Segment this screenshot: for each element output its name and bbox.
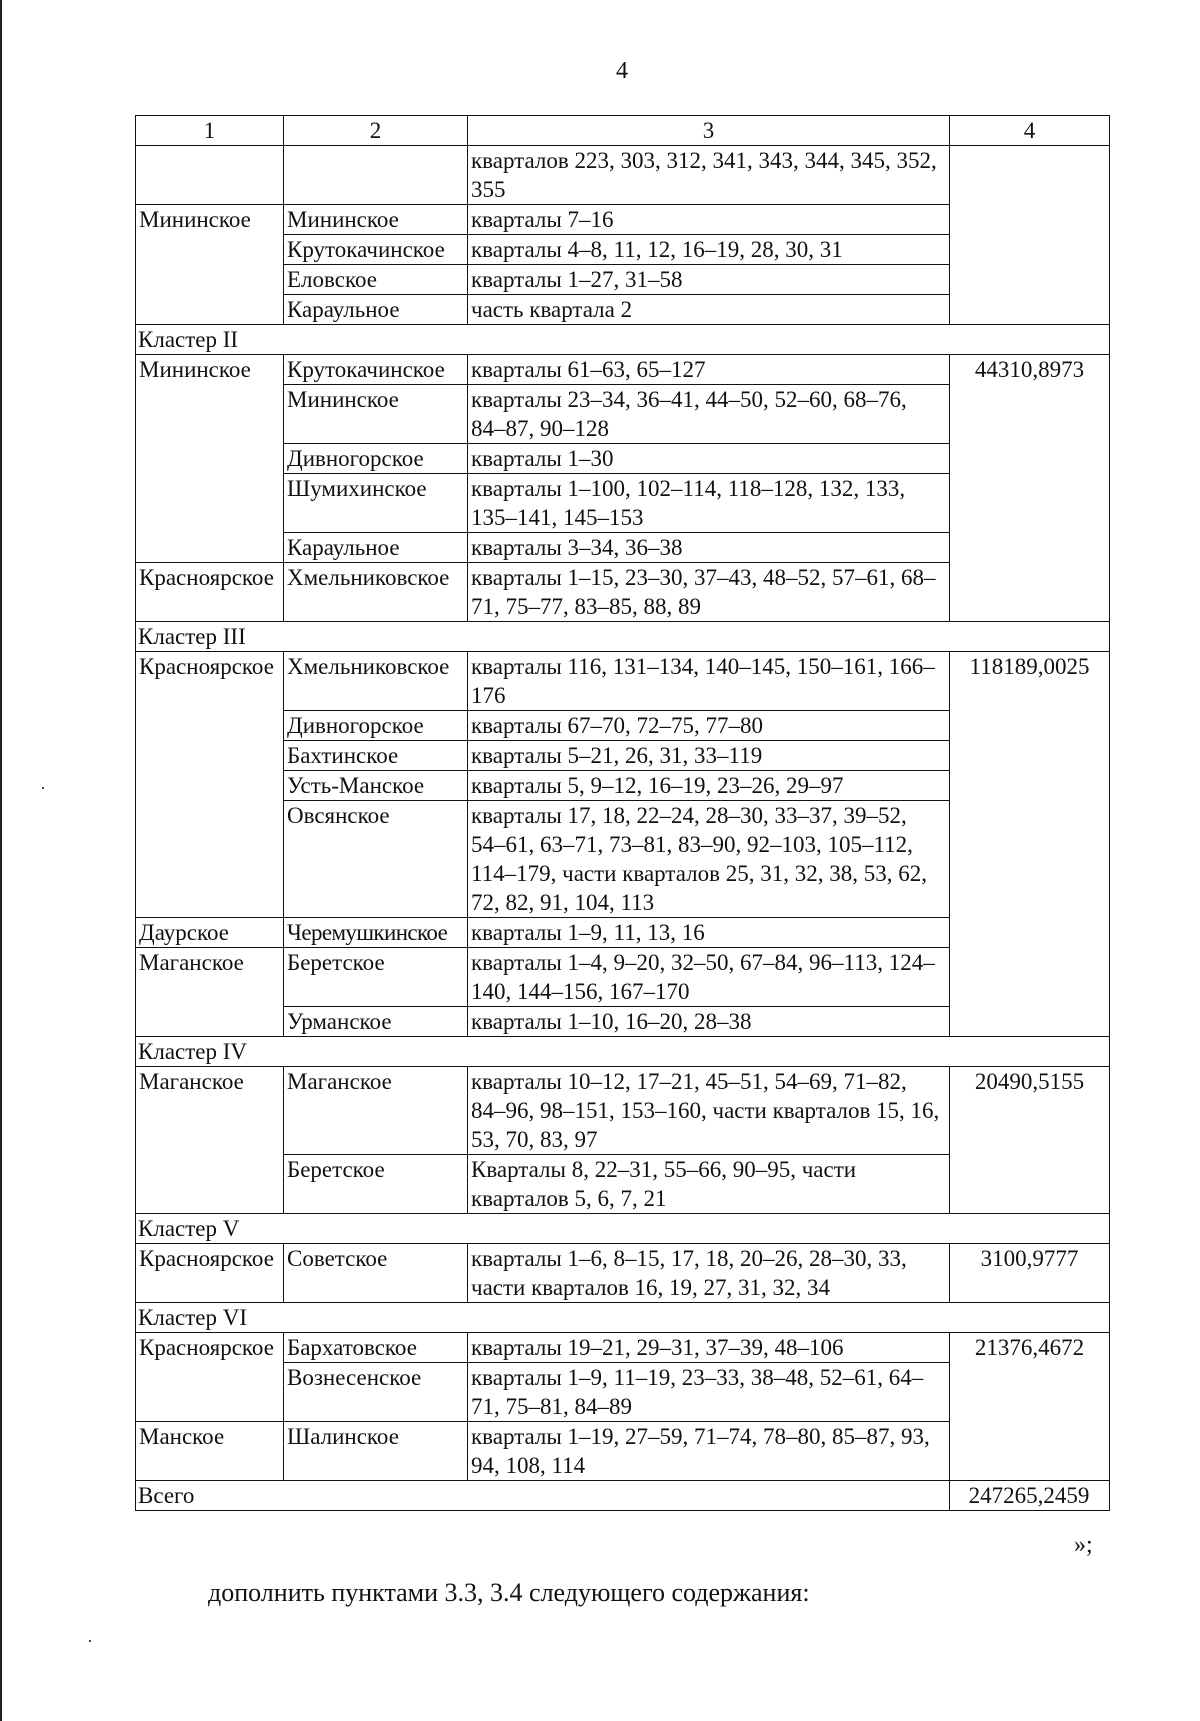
district-forestry-cell: Дивногорское xyxy=(284,444,468,474)
quarters-cell: кварталы 19–21, 29–31, 37–39, 48–106 xyxy=(468,1333,950,1363)
quarters-cell: кварталы 116, 131–134, 140–145, 150–161, 166–176 xyxy=(468,652,950,711)
table-row xyxy=(136,146,1110,205)
quarters-cell: кварталы 1–9, 11, 13, 16 xyxy=(468,918,950,948)
cluster-label: Кластер III xyxy=(136,622,1110,652)
quarters-cell: кварталов 223, 303, 312, 341, 343, 344, 345, 352, 355 xyxy=(468,146,950,205)
total-label: Всего xyxy=(136,1481,950,1511)
quarters-cell: Кварталы 8, 22–31, 55–66, 90–95, части кварталов 5, 6, 7, 21 xyxy=(468,1155,950,1214)
quarters-cell: кварталы 1–4, 9–20, 32–50, 67–84, 96–113, 124–140, 144–156, 167–170 xyxy=(468,948,950,1007)
district-forestry-cell: Усть-Манское xyxy=(284,771,468,801)
quarters-cell: кварталы 3–34, 36–38 xyxy=(468,533,950,563)
forestry-cell: Мининское xyxy=(136,205,284,325)
district-forestry-cell: Крутокачинское xyxy=(284,235,468,265)
cluster-header-row xyxy=(136,325,1110,355)
total-row xyxy=(136,1481,1110,1511)
district-forestry-cell: Бархатовское xyxy=(284,1333,468,1363)
quarters-cell: кварталы 61–63, 65–127 xyxy=(468,355,950,385)
table-row xyxy=(136,1333,1110,1363)
area-cell: 21376,4672 xyxy=(950,1333,1110,1481)
forestry-cell: Красноярское xyxy=(136,563,284,622)
quarters-cell: кварталы 4–8, 11, 12, 16–19, 28, 30, 31 xyxy=(468,235,950,265)
district-forestry-cell: Еловское xyxy=(284,265,468,295)
district-forestry-cell: Хмельниковское xyxy=(284,652,468,711)
forestry-cell: Даурское xyxy=(136,918,284,948)
closing-quote-mark: »; xyxy=(1074,1532,1093,1558)
quarters-cell: кварталы 7–16 xyxy=(468,205,950,235)
district-forestry-cell: Беретское xyxy=(284,1155,468,1214)
quarters-cell: кварталы 1–30 xyxy=(468,444,950,474)
forestry-cell: Маганское xyxy=(136,1067,284,1214)
table-row xyxy=(136,1067,1110,1155)
cluster-header-row xyxy=(136,1037,1110,1067)
district-forestry-cell: Мининское xyxy=(284,385,468,444)
column-header: 4 xyxy=(950,116,1110,146)
quarters-cell: кварталы 1–9, 11–19, 23–33, 38–48, 52–61, 64–71, 75–81, 84–89 xyxy=(468,1363,950,1422)
district-forestry-cell: Крутокачинское xyxy=(284,355,468,385)
quarters-cell: кварталы 17, 18, 22–24, 28–30, 33–37, 39–52, 54–61, 63–71, 73–81, 83–90, 92–103, 105–112, 114–179, части кварталов 25, 31, 32, 38, 53, 62, 72, 82, 91, 104, 113 xyxy=(468,801,950,918)
area-cell: 118189,0025 xyxy=(950,652,1110,1037)
cluster-label: Кластер V xyxy=(136,1214,1110,1244)
district-forestry-cell: Хмельниковское xyxy=(284,563,468,622)
district-forestry-cell: Советское xyxy=(284,1244,468,1303)
district-forestry-cell: Овсянское xyxy=(284,801,468,918)
district-forestry-cell: Шалинское xyxy=(284,1422,468,1481)
quarters-cell: кварталы 5, 9–12, 16–19, 23–26, 29–97 xyxy=(468,771,950,801)
quarters-cell: кварталы 1–19, 27–59, 71–74, 78–80, 85–87, 93, 94, 108, 114 xyxy=(468,1422,950,1481)
district-forestry-cell: Мининское xyxy=(284,205,468,235)
column-header: 3 xyxy=(468,116,950,146)
amendment-text: дополнить пунктами 3.3, 3.4 следующего содержания: xyxy=(208,1578,810,1607)
district-forestry-cell: Урманское xyxy=(284,1007,468,1037)
quarters-cell: кварталы 5–21, 26, 31, 33–119 xyxy=(468,741,950,771)
cluster-header-row xyxy=(136,1214,1110,1244)
district-forestry-cell: Шумихинское xyxy=(284,474,468,533)
district-forestry-cell: Маганское xyxy=(284,1067,468,1155)
quarters-cell: кварталы 67–70, 72–75, 77–80 xyxy=(468,711,950,741)
forest-quarters-table xyxy=(135,115,1110,1511)
scan-speck xyxy=(42,787,44,789)
area-cell: 20490,5155 xyxy=(950,1067,1110,1214)
quarters-cell: кварталы 1–27, 31–58 xyxy=(468,265,950,295)
forestry-cell: Мининское xyxy=(136,355,284,563)
table-header-row xyxy=(136,116,1110,146)
table-row xyxy=(136,355,1110,385)
column-header: 2 xyxy=(284,116,468,146)
quarters-cell: кварталы 1–100, 102–114, 118–128, 132, 133, 135–141, 145–153 xyxy=(468,474,950,533)
district-forestry-cell: Дивногорское xyxy=(284,711,468,741)
table-row xyxy=(136,1244,1110,1303)
scan-speck xyxy=(89,1640,91,1642)
district-forestry-cell: Вознесенское xyxy=(284,1363,468,1422)
quarters-cell: кварталы 10–12, 17–21, 45–51, 54–69, 71–82, 84–96, 98–151, 153–160, части кварталов 15, 16, 53, 70, 83, 97 xyxy=(468,1067,950,1155)
forestry-cell: Красноярское xyxy=(136,1333,284,1422)
forestry-cell: Красноярское xyxy=(136,652,284,918)
page-number: 4 xyxy=(616,58,628,84)
forestry-cell: Маганское xyxy=(136,948,284,1037)
district-forestry-cell xyxy=(284,146,468,205)
forestry-cell: Манское xyxy=(136,1422,284,1481)
table-row xyxy=(136,652,1110,711)
cluster-label: Кластер VI xyxy=(136,1303,1110,1333)
forestry-cell xyxy=(136,146,284,205)
area-cell: 3100,9777 xyxy=(950,1244,1110,1303)
cluster-header-row xyxy=(136,622,1110,652)
column-header: 1 xyxy=(136,116,284,146)
quarters-cell: кварталы 23–34, 36–41, 44–50, 52–60, 68–76, 84–87, 90–128 xyxy=(468,385,950,444)
quarters-cell: кварталы 1–15, 23–30, 37–43, 48–52, 57–61, 68–71, 75–77, 83–85, 88, 89 xyxy=(468,563,950,622)
district-forestry-cell: Караульное xyxy=(284,295,468,325)
forestry-cell: Красноярское xyxy=(136,1244,284,1303)
quarters-cell: часть квартала 2 xyxy=(468,295,950,325)
cluster-label: Кластер IV xyxy=(136,1037,1110,1067)
district-forestry-cell: Черемушкинское xyxy=(284,918,468,948)
district-forestry-cell: Бахтинское xyxy=(284,741,468,771)
area-cell: 44310,8973 xyxy=(950,355,1110,622)
district-forestry-cell: Беретское xyxy=(284,948,468,1007)
area-cell xyxy=(950,146,1110,325)
total-value: 247265,2459 xyxy=(950,1481,1110,1511)
cluster-label: Кластер II xyxy=(136,325,1110,355)
cluster-header-row xyxy=(136,1303,1110,1333)
district-forestry-cell: Караульное xyxy=(284,533,468,563)
quarters-cell: кварталы 1–6, 8–15, 17, 18, 20–26, 28–30, 33, части кварталов 16, 19, 27, 31, 32, 34 xyxy=(468,1244,950,1303)
quarters-cell: кварталы 1–10, 16–20, 28–38 xyxy=(468,1007,950,1037)
